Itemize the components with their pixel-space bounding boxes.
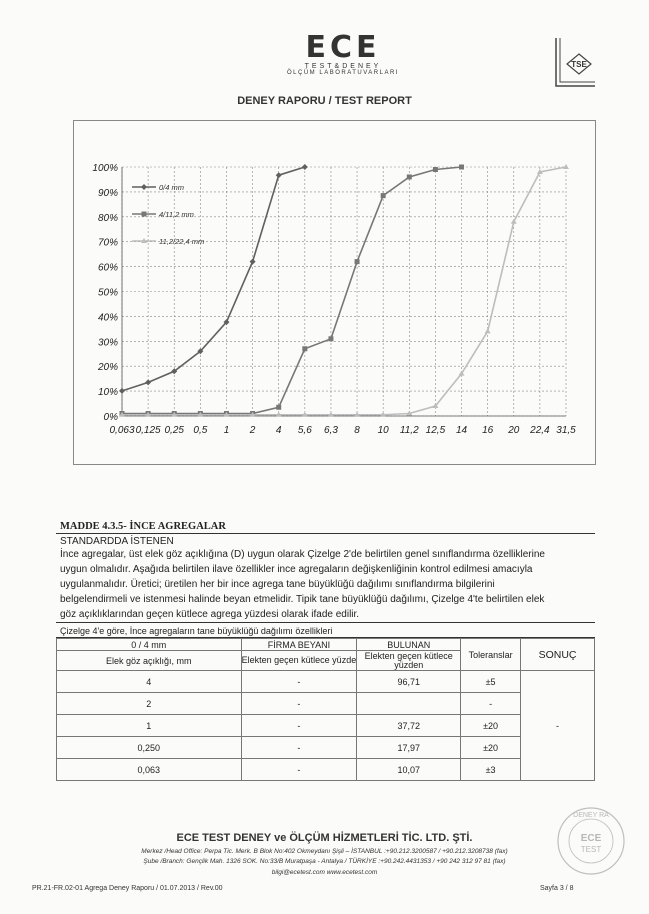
table-caption: Çizelge 4'e göre, İnce agregaların tane büyüklüğü dağılımı özellikleri [56,623,595,638]
x-tick-label: 12,5 [425,425,446,436]
x-tick-label: 1 [223,425,230,436]
x-tick-label: 0,5 [193,425,208,436]
data-point [250,259,256,265]
table-row [57,759,595,781]
section-fine-aggregates [56,520,595,781]
y-tick-label: 20% [97,362,118,374]
header-firm-sub: Elekten geçen kütlece yüzde [241,651,357,671]
cell-sieve: 4 [57,671,242,693]
cell-tolerance: ±3 [461,759,521,781]
footer-branch: Şube /Branch: Gençlik Mah. 1326 SOK. No:33/B Muratpaşa - Antalya / TÜRKİYE :+90.242.4431353 / +90 242 312 97 81 (fax) [143,858,506,865]
x-tick-label: 8 [354,425,360,436]
table-row [57,693,595,715]
footer-head-office: Merkez /Head Office: Perpa Tic. Merk. B Blok No:402 Okmeydanı Şişli – İSTANBUL :+90.212.3200587 / +90.212.3208738 (fax) [141,848,508,855]
body-line: İnce agregalar, üst elek göz açıklığına (D) uygun olarak Çizelge 2'de belirtilen genel sınıflandırma özelliklerine [60,549,545,560]
lab-stamp [555,805,627,877]
data-point [485,328,491,333]
section-subtitle: STANDARDDA İSTENEN [60,536,174,547]
cell-sieve: 1 [57,715,242,737]
data-point [145,379,151,385]
legend-label: 0/4 mm [159,183,185,192]
section-body [56,547,595,623]
data-point [119,388,125,394]
cell-sieve: 2 [57,693,242,715]
y-tick-label: 70% [97,237,118,249]
x-tick-label: 0,063 [109,425,135,436]
stamp-bottom-text: TEST [580,845,602,854]
x-tick-label: 11,2 [399,425,419,436]
legend-marker [141,184,147,190]
cell-tolerance: - [461,693,521,715]
cell-tolerance: ±20 [461,715,521,737]
x-tick-label: 22,4 [530,425,550,436]
table-row [57,671,595,693]
cell-sieve: 0,063 [57,759,242,781]
series-line-1 [122,167,305,391]
x-tick-label: 5,6 [297,425,312,436]
x-tick-label: 0,25 [164,425,184,436]
logo-subtitle: TEST&DENEY [304,63,382,70]
y-tick-label: 100% [92,163,118,174]
document-code: PR.21-FR.02-01 Agrega Deney Raporu / 01.07.2013 / Rev.00 [32,885,223,892]
legend-label: 11,2/22,4 mm [159,237,205,246]
company-logo [268,30,418,90]
stamp-top-text: DENEY RA [573,812,609,819]
header-sieve: Elek göz açıklığı, mm [57,651,242,671]
data-point [381,193,386,198]
section-title: MADDE 4.3.5- İNCE AGREGALAR [56,520,595,534]
x-tick-label: 10 [377,425,389,436]
footer-company: ECE TEST DENEY ve ÖLÇÜM HİZMETLERİ TİC. LTD. ŞTİ. [176,832,473,844]
data-point [563,164,569,169]
grading-table [56,638,595,781]
cell-firm: - [241,671,357,693]
table-row [57,737,595,759]
logo-subtitle-2: ÖLÇÜM LABORATUVARLARI [287,70,399,76]
cell-firm: - [241,759,357,781]
x-tick-label: 2 [249,425,256,436]
cell-tolerance: ±5 [461,671,521,693]
header-found-sub: Elekten geçen kütlece yüzden [357,651,461,671]
y-tick-label: 30% [97,337,118,349]
y-tick-label: 90% [97,187,118,199]
body-line: belgelendirmeli ve istenmesi halinde beyan etmelidir. Tipik tane büyüklüğü dağılımı, Çizelge 4'te belirtilen elek [60,594,545,605]
header-product: 0 / 4 mm [57,639,242,651]
y-tick-label: 40% [97,312,118,324]
cell-firm: - [241,693,357,715]
x-tick-label: 16 [482,425,494,436]
grading-curve-chart [74,121,595,464]
x-tick-label: 6,3 [323,425,338,436]
data-point [328,336,333,341]
tse-label: TSE [571,60,587,69]
cell-firm: - [241,737,357,759]
y-tick-label: 10% [97,387,118,399]
y-tick-label: 60% [97,262,118,274]
data-point [276,405,281,410]
cell-result: - [521,671,595,781]
data-point [302,164,308,170]
x-tick-label: 31,5 [556,425,576,436]
cell-found: 17,97 [357,737,461,759]
cell-firm: - [241,715,357,737]
chart-frame [73,120,596,465]
x-tick-label: 0,125 [135,425,161,436]
y-tick-label: 50% [97,287,118,299]
cell-tolerance: ±20 [461,737,521,759]
cell-found [357,693,461,715]
data-point [302,346,307,351]
legend-marker [142,212,147,217]
footer-contact: bilgi@ecetest.com www.ecetest.com [271,869,378,876]
series-line-2 [122,167,462,414]
header-found: BULUNAN [357,639,461,651]
y-tick-label: 0% [103,412,118,423]
tse-mark [553,36,597,88]
logo-brand: ECE [305,30,381,65]
body-line: uygun olmalıdır. Aşağıda belirtilen ilave özellikler ince agregaların değişkenliğinin kontrol edilmesi amacıyla [60,564,533,575]
cell-found: 37,72 [357,715,461,737]
data-point [433,167,438,172]
cell-found: 10,07 [357,759,461,781]
table-row [57,715,595,737]
header-tolerance: Toleranslar [461,639,521,671]
x-tick-label: 4 [275,425,282,436]
body-line: göz açıklıklarından geçen kütlece agrega yüzdesi olarak ifade edilir. [60,609,360,620]
data-point [276,172,282,178]
cell-sieve: 0,250 [57,737,242,759]
data-point [355,259,360,264]
header-result: SONUÇ [521,639,595,671]
data-point [459,165,464,170]
header-firm: FİRMA BEYANI [241,639,357,651]
cell-found: 96,71 [357,671,461,693]
page-number: Sayfa 3 / 8 [540,885,574,892]
report-title: DENEY RAPORU / TEST REPORT [237,95,412,107]
x-tick-label: 14 [455,425,468,436]
data-point [407,174,412,179]
series-line-3 [122,167,566,415]
x-tick-label: 20 [508,425,520,436]
legend-label: 4/11,2 mm [159,210,194,219]
data-point [511,219,517,224]
stamp-mid-text: ECE [580,833,602,844]
body-line: uygulanmalıdır. Üretici; üretilen her bir ince agrega tane büyüklüğü dağılımı sınıflandırma bilgilerini [60,579,495,590]
y-tick-label: 80% [97,212,118,224]
